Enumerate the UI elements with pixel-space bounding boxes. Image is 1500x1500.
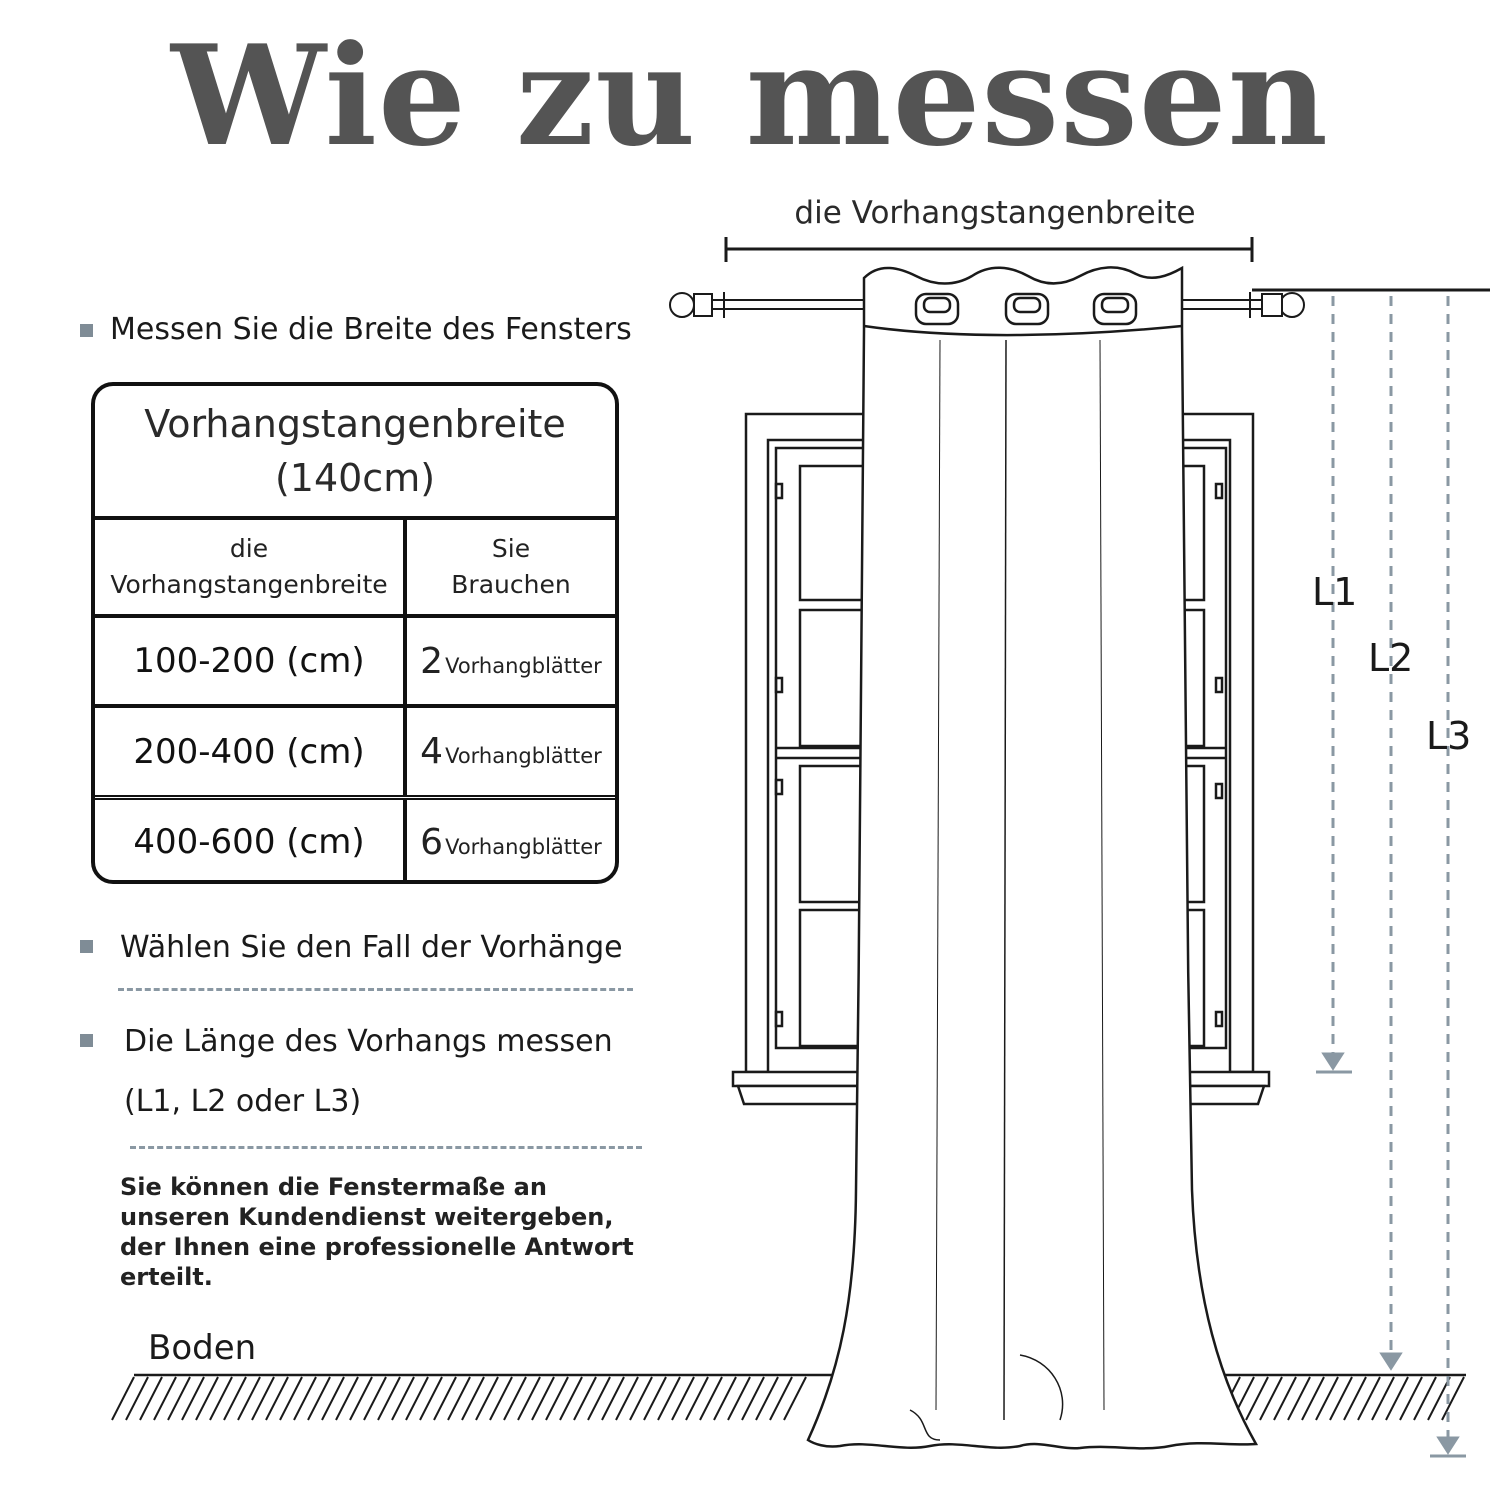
floor-hatch-stroke (1316, 1377, 1338, 1420)
table-header-title: Vorhangstangenbreite (144, 402, 566, 446)
floor-hatch-stroke (672, 1377, 694, 1420)
floor-hatch-stroke (1288, 1377, 1310, 1420)
row-range: 100-200 (cm) (133, 641, 365, 681)
floor-hatch-stroke (546, 1377, 568, 1420)
floor-label: Boden (148, 1328, 257, 1368)
row-range: 400-600 (cm) (133, 822, 365, 862)
floor-hatch-stroke (560, 1377, 582, 1420)
floor-hatch-stroke (588, 1377, 610, 1420)
floor-hatch-stroke (1330, 1377, 1352, 1420)
floor-hatch-stroke (784, 1377, 806, 1420)
col-header-need-line2: Brauchen (451, 570, 571, 599)
length-label-l2: L2 (1368, 636, 1414, 680)
floor-hatch-stroke (336, 1377, 358, 1420)
col-header-width-line2: Vorhangstangenbreite (110, 570, 388, 599)
floor-hatch-stroke (238, 1377, 260, 1420)
step-3-hint-text: (L1, L2 oder L3) (124, 1084, 362, 1119)
service-note: Sie können die Fenstermaße an unseren Kundendienst weitergeben, der Ihnen eine professionelle Antwort erteilt. (120, 1173, 634, 1291)
row-unit: Vorhangblätter (445, 744, 602, 768)
floor-hatch-stroke (602, 1377, 624, 1420)
step-3-text: Die Länge des Vorhangs messen (124, 1024, 613, 1059)
table-header-width: (140cm) (274, 456, 436, 500)
row-count: 2 (420, 640, 444, 682)
floor-hatch-stroke (434, 1377, 456, 1420)
floor-hatch-stroke (210, 1377, 232, 1420)
floor-hatch-stroke (182, 1377, 204, 1420)
floor-hatch-stroke (308, 1377, 330, 1420)
floor-hatch-stroke (252, 1377, 274, 1420)
floor-hatch-stroke (1400, 1377, 1422, 1420)
floor-hatch-stroke (266, 1377, 288, 1420)
floor-hatch-stroke (294, 1377, 316, 1420)
floor-hatch-stroke (742, 1377, 764, 1420)
floor-hatch-stroke (462, 1377, 484, 1420)
floor-hatch-stroke (532, 1377, 554, 1420)
floor-hatch-stroke (378, 1377, 400, 1420)
floor-hatch-stroke (770, 1377, 792, 1420)
floor-hatch-stroke (322, 1377, 344, 1420)
length-label-l1: L1 (1312, 570, 1358, 614)
length-label-l3: L3 (1426, 714, 1472, 758)
col-header-width-line1: die (229, 534, 269, 563)
floor-hatch-stroke (392, 1377, 414, 1420)
row-count: 6 (420, 821, 444, 863)
floor-hatch-stroke (714, 1377, 736, 1420)
floor-hatch-stroke (1260, 1377, 1282, 1420)
row-unit: Vorhangblätter (445, 653, 602, 678)
floor-hatch-stroke (1372, 1377, 1394, 1420)
floor-hatch-stroke (126, 1377, 148, 1420)
floor-hatch-stroke (644, 1377, 666, 1420)
floor-hatch-stroke (658, 1377, 680, 1420)
floor-hatch-stroke (364, 1377, 386, 1420)
floor-hatch-stroke (1274, 1377, 1296, 1420)
row-unit: Vorhangblätter (445, 834, 602, 859)
floor-hatch-stroke (1246, 1377, 1268, 1420)
floor-hatch-stroke (1414, 1377, 1436, 1420)
floor-hatch-stroke (1344, 1377, 1366, 1420)
floor-hatch-stroke (476, 1377, 498, 1420)
floor-hatch-stroke (112, 1377, 134, 1420)
floor-hatch-stroke (728, 1377, 750, 1420)
floor-hatch-stroke (280, 1377, 302, 1420)
row-count: 4 (420, 731, 444, 772)
floor-hatch-stroke (490, 1377, 512, 1420)
floor-hatch-stroke (686, 1377, 708, 1420)
rod-width-label: die Vorhangstangenbreite (794, 195, 1196, 231)
floor-hatch-stroke (700, 1377, 722, 1420)
floor-hatch-stroke (1302, 1377, 1324, 1420)
floor-hatch-stroke (420, 1377, 442, 1420)
floor-hatch-stroke (168, 1377, 190, 1420)
step-2-text: Wählen Sie den Fall der Vorhänge (120, 930, 623, 965)
floor-hatch-stroke (616, 1377, 638, 1420)
floor-hatch-stroke (406, 1377, 428, 1420)
floor-hatch-stroke (630, 1377, 652, 1420)
floor-hatch-stroke (756, 1377, 778, 1420)
page-title: Wie zu messen (171, 14, 1329, 177)
floor-hatch-stroke (504, 1377, 526, 1420)
floor-hatch-stroke (448, 1377, 470, 1420)
floor-hatch-stroke (1442, 1377, 1464, 1420)
floor-hatch-stroke (574, 1377, 596, 1420)
col-header-need-line1: Sie (491, 534, 531, 563)
floor-hatch-stroke (1386, 1377, 1408, 1420)
floor-hatch-stroke (518, 1377, 540, 1420)
step-1-text: Messen Sie die Breite des Fensters (110, 312, 632, 347)
row-range: 200-400 (cm) (133, 731, 365, 772)
floor-hatch-stroke (140, 1377, 162, 1420)
floor-hatch-stroke (350, 1377, 372, 1420)
floor-hatch-stroke (154, 1377, 176, 1420)
floor-hatch-stroke (1358, 1377, 1380, 1420)
floor-hatch-stroke (196, 1377, 218, 1420)
floor-hatch-stroke (224, 1377, 246, 1420)
